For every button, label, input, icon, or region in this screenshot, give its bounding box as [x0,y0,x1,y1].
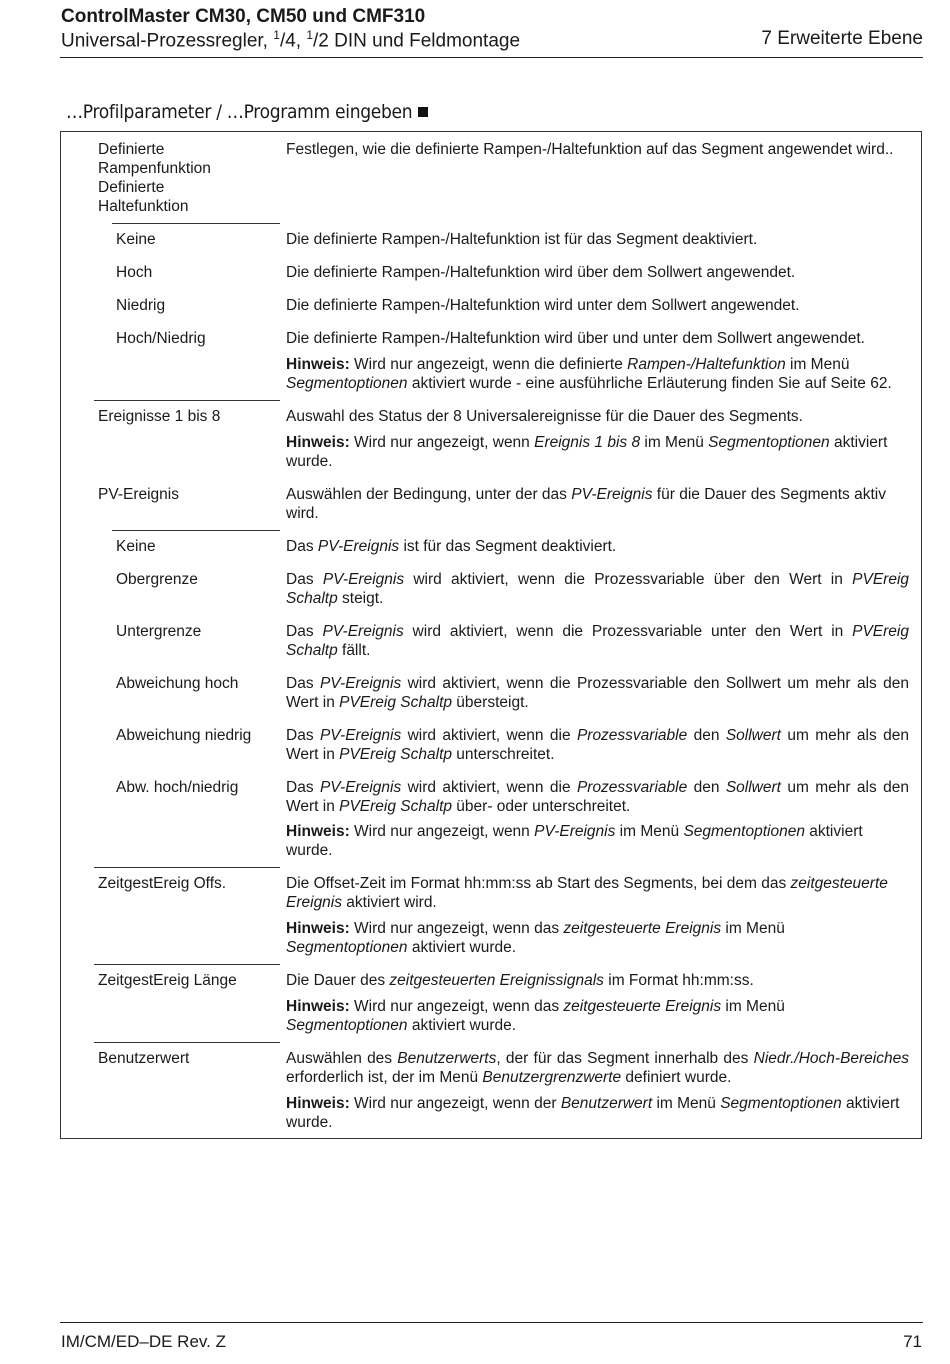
param-label-pv-ereignis: PV-Ereignis [98,486,179,503]
footer-divider [60,1322,923,1323]
option-desc-obergrenze: Das PV-Ereignis wird aktiviert, wenn die Prozessvariable über den Wert in PVEreig Schaltp steigt. [286,571,910,607]
option-desc-abw-hoch-niedrig: Das PV-Ereignis wird aktiviert, wenn die Prozessvariable den Sollwert um mehr als den Wert in PVEreig Schaltp über- oder unterschreitet. [286,779,909,815]
param-label-ramp: Definierte Rampenfunktion Definierte Haltefunktion [98,141,211,215]
note-zeitgest-offs: Hinweis: Wird nur angezeigt, wenn das zeitgesteuerte Ereignis im Menü Segmentoptionen aktiviert wurde. [286,920,785,956]
note-benutzerwert: Hinweis: Wird nur angezeigt, wenn der Benutzerwert im Menü Segmentoptionen aktiviert wurde. [286,1095,900,1131]
row-divider [112,223,280,224]
note-ereignisse: Hinweis: Wird nur angezeigt, wenn Ereignis 1 bis 8 im Menü Segmentoptionen aktiviert wurde. [286,434,888,470]
note-hoch-niedrig: Hinweis: Wird nur angezeigt, wenn die definierte Rampen-/Haltefunktion im Menü Segmentoptionen aktiviert wurde - eine ausführliche Erläuterung finden Sie auf Seite 62. [286,356,892,392]
param-desc-benutzerwert: Auswählen des Benutzerwerts, der für das Segment innerhalb des Niedr./Hoch-Bereiches erforderlich ist, der im Menü Benutzergrenzwerte definiert wurde. [286,1050,909,1086]
param-desc-zeitgest-offs: Die Offset-Zeit im Format hh:mm:ss ab Start des Segments, bei dem das zeitgesteuerte Ereignis aktiviert wird. [286,875,888,911]
option-label-untergrenze: Untergrenze [116,623,202,640]
header-divider [60,57,923,58]
option-desc-niedrig: Die definierte Rampen-/Haltefunktion wird unter dem Sollwert angewendet. [286,297,800,314]
param-desc-pv-ereignis: Auswählen der Bedingung, unter der das PV-Ereignis für die Dauer des Segments aktiv wird. [286,486,886,522]
chapter-title: 7 Erweiterte Ebene [761,28,923,49]
option-label-niedrig: Niedrig [116,297,166,314]
row-divider [94,867,280,868]
option-label-abw-hoch-niedrig: Abw. hoch/niedrig [116,779,239,796]
section-title: …Profilparameter / …Programm eingeben [66,101,428,123]
param-desc-ramp: Festlegen, wie die definierte Rampen-/Haltefunktion auf das Segment angewendet wird.. [286,141,894,158]
row-divider [94,400,280,401]
param-label-zeitgest-offs: ZeitgestEreig Offs. [98,875,227,892]
option-label-abweichung-hoch: Abweichung hoch [116,675,239,692]
document-subtitle: Universal-Prozessregler, $^1$/4, $^1$/2 DIN und Feldmontage [61,28,521,52]
option-label-abweichung-niedrig: Abweichung niedrig [116,727,252,744]
row-divider [94,1042,280,1043]
page-number: 71 [903,1332,922,1351]
option-label-hoch: Hoch [116,264,153,281]
param-label-ereignisse: Ereignisse 1 bis 8 [98,408,221,425]
row-divider [94,964,280,965]
document-id: IM/CM/ED–DE Rev. Z [61,1332,226,1351]
option-desc-abweichung-niedrig: Das PV-Ereignis wird aktiviert, wenn die Prozessvariable den Sollwert um mehr als den Wert in PVEreig Schaltp unterschreitet. [286,727,909,763]
param-desc-ereignisse: Auswahl des Status der 8 Universalereignisse für die Dauer des Segments. [286,408,803,425]
option-desc-hoch-niedrig: Die definierte Rampen-/Haltefunktion wird über und unter dem Sollwert angewendet. [286,330,865,347]
option-desc-keine: Die definierte Rampen-/Haltefunktion ist für das Segment deaktiviert. [286,231,758,248]
param-desc-zeitgest-laenge: Die Dauer des zeitgesteuerten Ereignissignals im Format hh:mm:ss. [286,972,754,989]
option-desc-abweichung-hoch: Das PV-Ereignis wird aktiviert, wenn die Prozessvariable den Sollwert um mehr als den Wert in PVEreig Schaltp übersteigt. [286,675,909,711]
option-desc-untergrenze: Das PV-Ereignis wird aktiviert, wenn die Prozessvariable unter den Wert in PVEreig Schaltp fällt. [286,623,909,659]
option-label-keine: Keine [116,231,156,248]
option-desc-hoch: Die definierte Rampen-/Haltefunktion wird über dem Sollwert angewendet. [286,264,796,281]
note-zeitgest-laenge: Hinweis: Wird nur angezeigt, wenn das zeitgesteuerte Ereignis im Menü Segmentoptionen aktiviert wurde. [286,998,785,1034]
param-label-benutzerwert: Benutzerwert [98,1050,190,1067]
option-label-hoch-niedrig: Hoch/Niedrig [116,330,206,347]
option-desc-pv-keine: Das PV-Ereignis ist für das Segment deaktiviert. [286,538,617,555]
option-label-pv-keine: Keine [116,538,156,555]
note-pv-ereignis: Hinweis: Wird nur angezeigt, wenn PV-Ereignis im Menü Segmentoptionen aktiviert wurde. [286,823,863,859]
row-divider [112,530,280,531]
param-label-zeitgest-laenge: ZeitgestEreig Länge [98,972,237,989]
document-title: ControlMaster CM30, CM50 und CMF310 [61,6,426,27]
square-bullet-icon [418,107,428,117]
option-label-obergrenze: Obergrenze [116,571,198,588]
